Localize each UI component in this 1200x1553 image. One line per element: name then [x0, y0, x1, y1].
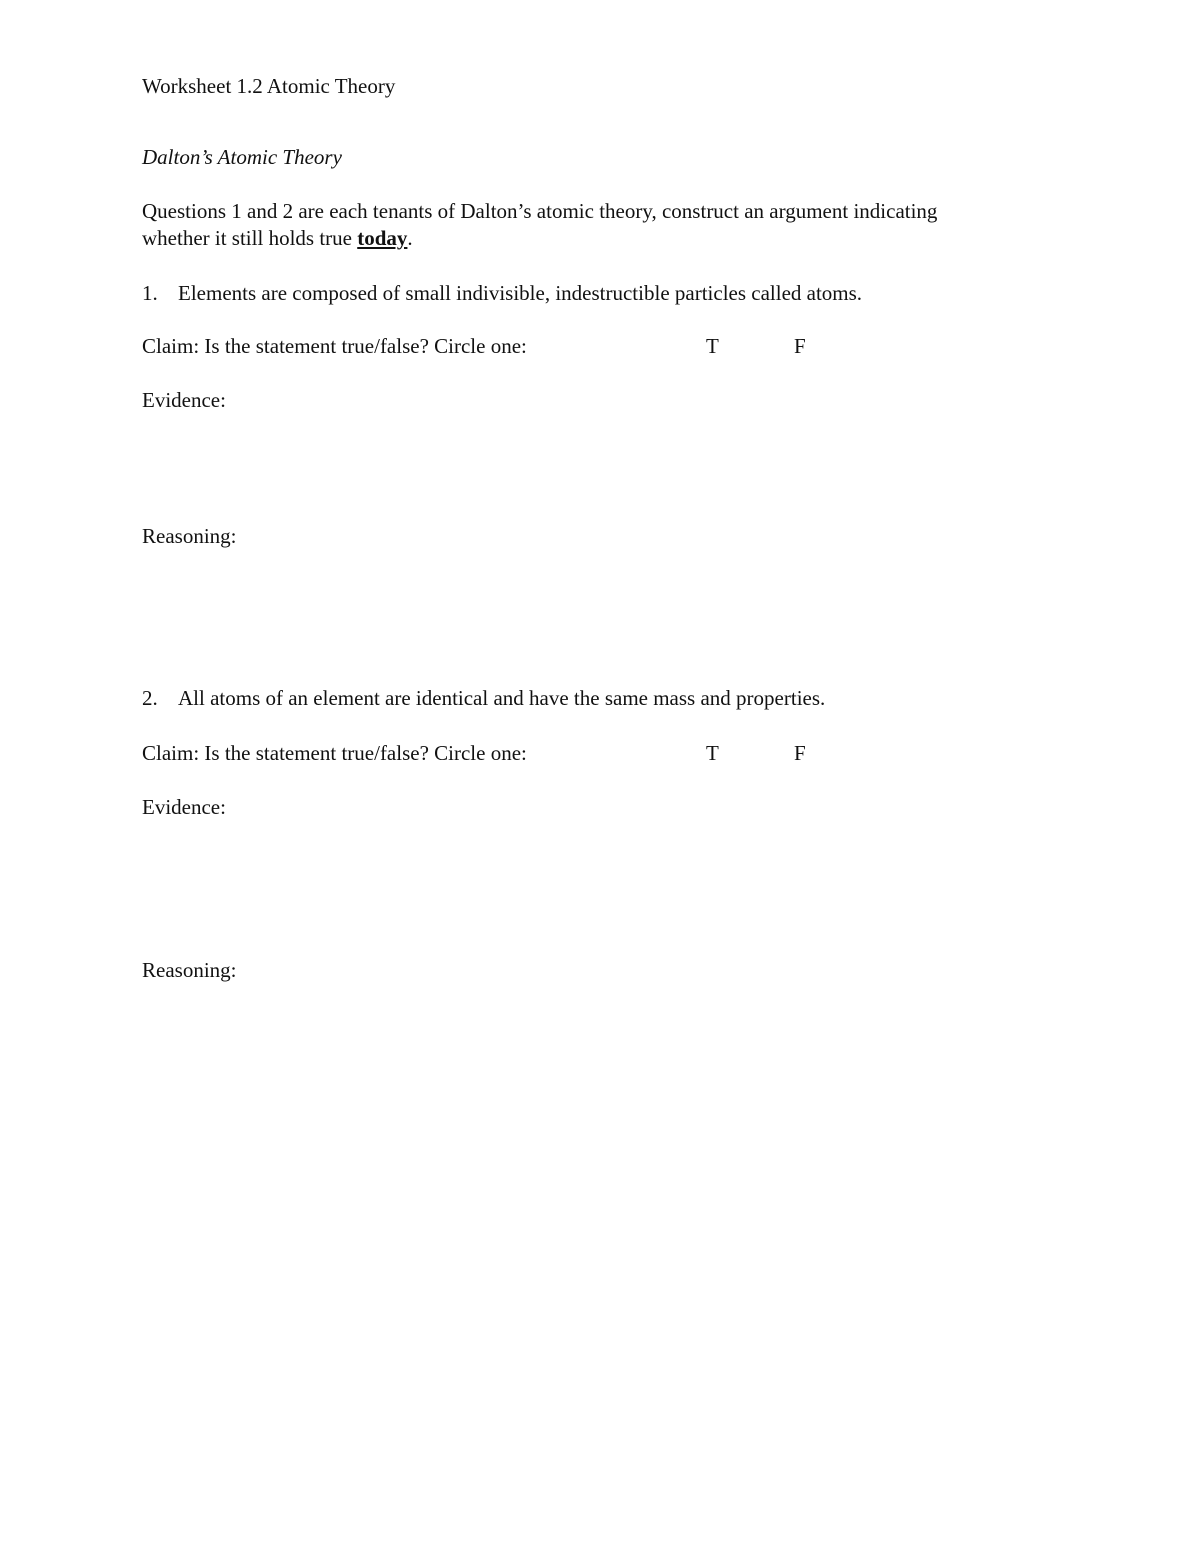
worksheet-title: Worksheet 1.2 Atomic Theory — [142, 74, 396, 98]
question-2-claim-prompt: Claim: Is the statement true/false? Circle one: — [142, 741, 527, 765]
question-2 — [142, 686, 825, 711]
question-2-option-true[interactable]: T — [706, 741, 719, 765]
intro-line-1: Questions 1 and 2 are each tenants of Dalton’s atomic theory, construct an argument indicating — [142, 199, 938, 223]
today-emphasis: today — [357, 226, 408, 250]
question-1 — [142, 281, 862, 306]
question-2-statement: All atoms of an element are identical and have the same mass and properties. — [178, 686, 826, 710]
question-2-option-false[interactable]: F — [794, 741, 806, 765]
question-2-reasoning-label: Reasoning: — [142, 958, 237, 982]
question-1-statement: Elements are composed of small indivisible, indestructible particles called atoms. — [178, 281, 863, 305]
question-1-reasoning-label: Reasoning: — [142, 524, 237, 548]
question-1-option-false[interactable]: F — [794, 334, 806, 358]
question-1-claim-prompt: Claim: Is the statement true/false? Circle one: — [142, 334, 527, 358]
question-2-evidence-label: Evidence: — [142, 795, 226, 819]
question-1-number: 1. — [142, 281, 158, 305]
section-title: Dalton’s Atomic Theory — [142, 145, 342, 169]
intro-line-2-text: whether it still holds true — [142, 226, 358, 250]
intro-period: . — [407, 226, 413, 250]
question-1-option-true[interactable]: T — [706, 334, 719, 358]
intro-line-2 — [142, 226, 413, 251]
question-1-evidence-label: Evidence: — [142, 388, 226, 412]
question-2-claim — [142, 741, 842, 766]
question-1-claim — [142, 334, 842, 359]
question-2-number: 2. — [142, 686, 158, 710]
